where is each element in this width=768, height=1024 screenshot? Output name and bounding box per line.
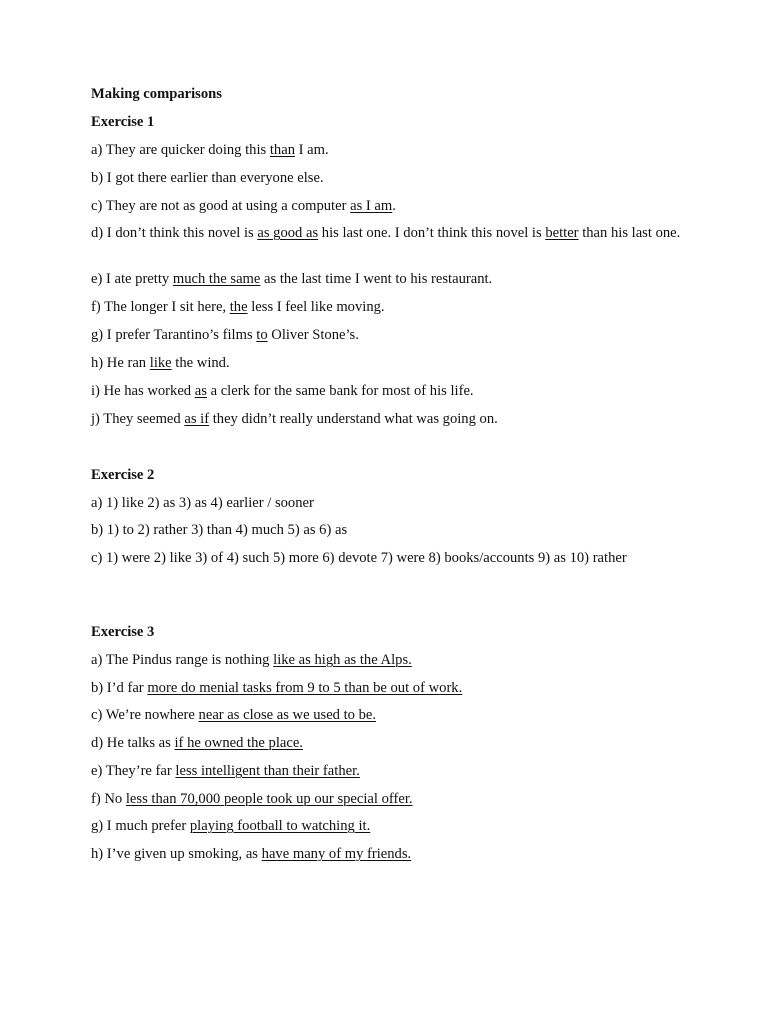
exercise-3-item-b: b) I’d far more do menial tasks from 9 to 5 than be out of work.: [91, 680, 463, 696]
answer-underline: as good as: [257, 225, 319, 241]
exercise-1-item-b: b) I got there earlier than everyone else.: [91, 170, 324, 186]
exercise-3-item-g: g) I much prefer playing football to watching it.: [91, 818, 371, 834]
answer-underline: if he owned the place.: [174, 735, 303, 751]
exercise-1-item-a: a) They are quicker doing this than I am.: [91, 142, 329, 158]
exercise-2-item-a: a) 1) like 2) as 3) as 4) earlier / sooner: [91, 495, 314, 511]
answer-underline: more do menial tasks from 9 to 5 than be out of work.: [147, 680, 463, 696]
answer-underline: the: [229, 299, 248, 315]
exercise-1-item-h: h) He ran like the wind.: [91, 355, 230, 371]
answer-underline: as if: [184, 411, 210, 427]
exercise-3-item-f: f) No less than 70,000 people took up our special offer.: [91, 791, 413, 807]
answer-underline: less intelligent than their father.: [175, 763, 360, 779]
answer-underline: to: [256, 327, 268, 343]
exercise-1-heading: Exercise 1: [91, 114, 155, 130]
exercise-2-heading: Exercise 2: [91, 467, 155, 483]
answer-underline: near as close as we used to be.: [198, 707, 377, 723]
exercise-3-item-c: c) We’re nowhere near as close as we used to be.: [91, 707, 377, 723]
exercise-1-item-g: g) I prefer Tarantino’s films to Oliver Stone’s.: [91, 327, 359, 343]
answer-underline: as: [194, 383, 207, 399]
exercise-3-item-e: e) They’re far less intelligent than their father.: [91, 763, 360, 779]
exercise-2-item-c: c) 1) were 2) like 3) of 4) such 5) more 6) devote 7) were 8) books/accounts 9) as 10) rather: [91, 550, 627, 566]
page-title: Making comparisons: [91, 86, 222, 102]
exercise-3-item-d: d) He talks as if he owned the place.: [91, 735, 303, 751]
exercise-3-item-h: h) I’ve given up smoking, as have many of my friends.: [91, 846, 412, 862]
answer-underline: have many of my friends.: [261, 846, 412, 862]
exercise-1-item-f: f) The longer I sit here, the less I feel like moving.: [91, 299, 385, 315]
exercise-2-item-b: b) 1) to 2) rather 3) than 4) much 5) as 6) as: [91, 522, 348, 538]
answer-underline: than: [269, 142, 295, 158]
answer-underline: as I am: [350, 198, 393, 214]
exercise-1-item-j: j) They seemed as if they didn’t really understand what was going on.: [91, 411, 498, 427]
answer-underline: much the same: [172, 271, 261, 287]
exercise-3-heading: Exercise 3: [91, 624, 155, 640]
exercise-1-item-d: d) I don’t think this novel is as good as his last one. I don’t think this novel is better than his last one.: [91, 225, 681, 241]
answer-underline: playing football to watching it.: [189, 818, 371, 834]
exercise-1-item-c: c) They are not as good at using a computer as I am.: [91, 198, 396, 214]
exercise-3-item-a: a) The Pindus range is nothing like as high as the Alps.: [91, 652, 412, 668]
exercise-1-item-i: i) He has worked as a clerk for the same bank for most of his life.: [91, 383, 474, 399]
exercise-1-item-e: e) I ate pretty much the same as the last time I went to his restaurant.: [91, 271, 493, 287]
answer-underline: like as high as the Alps.: [273, 652, 412, 668]
answer-underline: better: [545, 225, 579, 241]
answer-underline: less than 70,000 people took up our special offer.: [125, 791, 413, 807]
answer-underline: like: [149, 355, 172, 371]
